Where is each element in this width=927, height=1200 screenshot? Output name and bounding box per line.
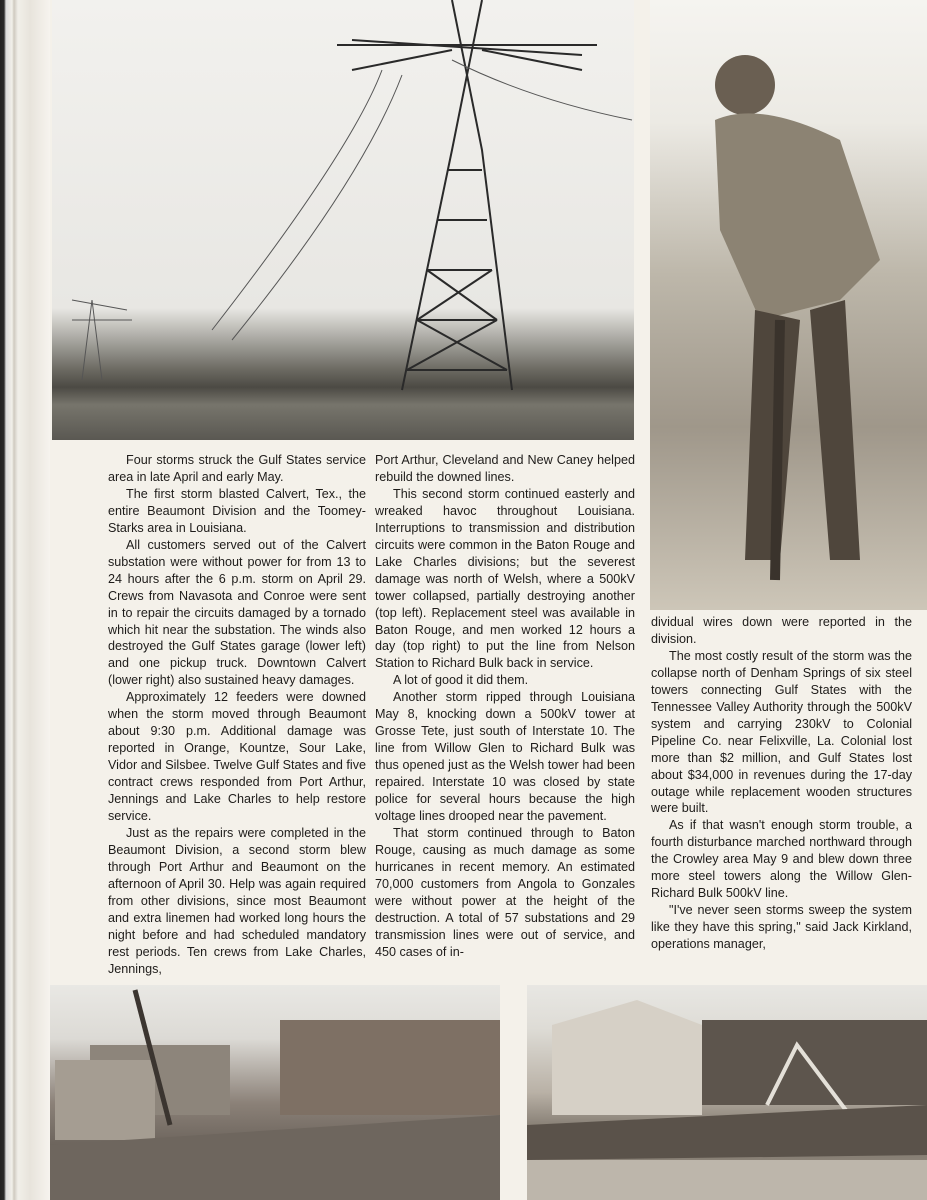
damaged-storefront-illustration	[527, 985, 927, 1200]
paragraph: Approximately 12 feeders were downed when the storm moved through Beaumont about 9:30 p.m. Additional damage was reported in Orange, Kountze, Sour Lake, Vidor and Silsbee. Twelve Gulf States and five contract crews responded from Port Arthur, Jennings and Lake Charles to help restore service.	[108, 690, 366, 824]
paragraph: This second storm continued easterly and wreaked havoc throughout Louisiana. Interruptions to transmission and distribution circuits were common in the Baton Rouge and Lake Charles divisions; but the severest damage was north of Welsh, where a 500kV tower collapsed, partially destroying another (top left). Replacement steel was available in Baton Rouge, and men worked 12 hours a day (top right) to put the line from Nelson Station to Richard Bulk back in service.	[375, 486, 635, 671]
paragraph: dividual wires down were reported in the division.	[651, 615, 912, 646]
transmission-tower-illustration	[52, 0, 634, 440]
paragraph: A lot of good it did them.	[393, 673, 529, 688]
page-binding-edge	[0, 0, 50, 1200]
paragraph: That storm continued through to Baton Rouge, causing as much damage as some hurricanes in recent memory. An estimated 70,000 customers from Angola to Gonzales were without power at the height of the destruction. A total of 57 substations and 29 transmission lines were out of service, and 450 cases of in-	[375, 825, 635, 959]
paragraph: Another storm ripped through Louisiana May 8, knocking down a 500kV tower at Grosse Tete, just south of Interstate 10. The line from Willow Glen to Richard Bulk was thus opened just as the Welsh tower had been repaired. Interstate 10 was closed by state police for several hours because the high voltage lines drooped near the pavement.	[375, 690, 635, 824]
article-column-2	[375, 452, 635, 961]
article-column-1	[108, 452, 366, 978]
lineman-figure	[650, 0, 927, 610]
paragraph: Port Arthur, Cleveland and New Caney helped rebuild the downed lines.	[375, 453, 635, 484]
photo-downtown-calvert-damage	[527, 985, 927, 1200]
paragraph: The most costly result of the storm was the collapse north of Denham Springs of six steel towers connecting Gulf States with the Tennessee Valley Authority through the 500kV system and carrying 230kV to Colonial Pipeline Co. near Felixville, La. Colonial lost more than $2 million, and Gulf States lost about $34,000 in revenues during the 17-day outage while replacement wooden structures were built.	[651, 648, 912, 816]
photo-collapsed-transmission-tower	[52, 0, 634, 440]
damaged-building-illustration	[50, 985, 500, 1200]
photo-destroyed-garage	[50, 985, 500, 1200]
paragraph: The first storm blasted Calvert, Tex., the entire Beaumont Division and the Toomey-Starks area in Louisiana.	[108, 486, 366, 535]
paragraph: All customers served out of the Calvert substation were without power for from 13 to 24 hours after the 6 p.m. storm on April 29. Crews from Navasota and Conroe were sent in to repair the circuits damaged by a tornado which hit near the substation. The winds also destroyed the Gulf States garage (lower left) and one pickup truck. Downtown Calvert (lower right) also sustained heavy damages.	[108, 537, 366, 688]
paragraph: "I've never seen storms sweep the system like they have this spring," said Jack Kirkland, operations manager,	[651, 903, 912, 952]
paragraph: Four storms struck the Gulf States service area in late April and early May.	[108, 453, 366, 484]
paragraph: Just as the repairs were completed in the Beaumont Division, a second storm blew through Port Arthur and Beaumont on the afternoon of April 30. Help was again required from other divisions, since most Beaumont and extra linemen had worked long hours the night before and had scheduled mandatory rest periods. Ten crews from Lake Charles, Jennings,	[108, 825, 366, 976]
photo-lineman-working	[650, 0, 927, 610]
article-column-3	[651, 614, 912, 953]
paragraph: As if that wasn't enough storm trouble, a fourth disturbance marched northward through the Crowley area May 9 and blew down three more steel towers along the Willow Glen-Richard Bulk 500kV line.	[651, 818, 912, 901]
